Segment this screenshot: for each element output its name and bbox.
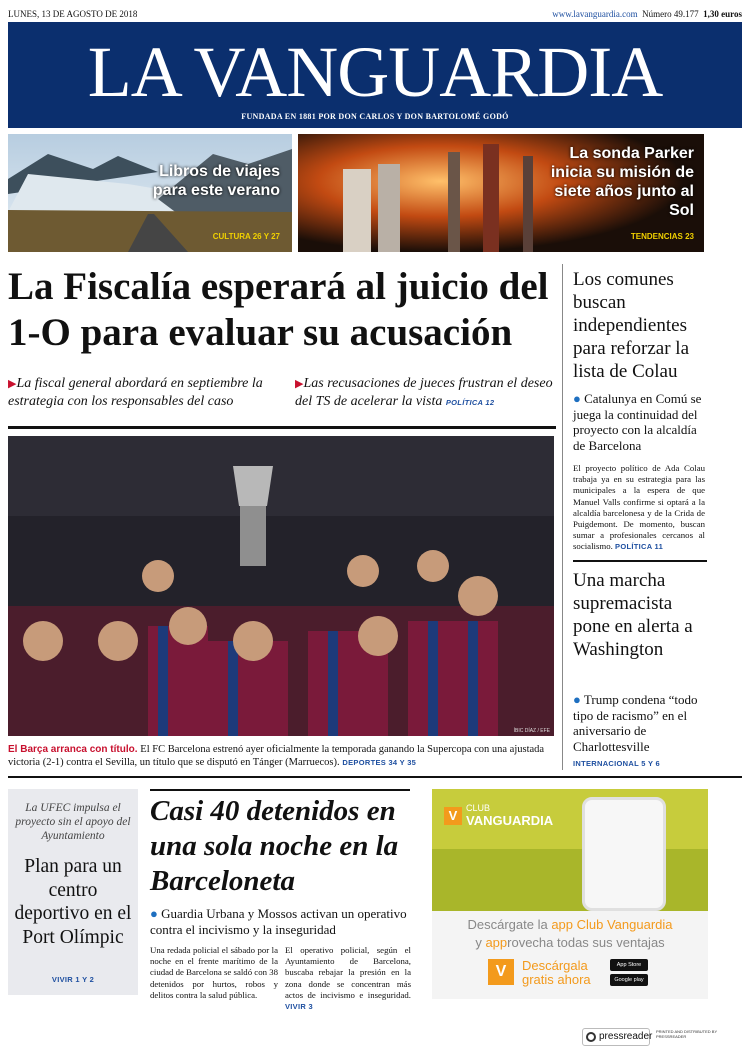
box-kicker: La UFEC impulsa el proyecto sin el apoyo del Ayuntamiento <box>15 802 131 842</box>
bullet-text: Guardia Urbana y Mossos activan un operativo contra el incivismo y la inseguridad <box>150 906 407 937</box>
logo: LA VANGUARDIA <box>87 32 663 112</box>
side1-body <box>573 463 705 553</box>
side2-headline[interactable]: Una marcha supremacista pone en alerta a Washington <box>573 570 693 660</box>
app-store-button[interactable]: App Store <box>610 959 648 971</box>
box-headline: Plan para un centro deportivo en el Port Olímpic <box>14 856 132 948</box>
bullet-icon: ● <box>573 692 581 707</box>
side1-bullet <box>573 391 709 453</box>
photo-caption <box>8 743 554 769</box>
section-label[interactable]: VIVIR 1 Y 2 <box>51 975 95 984</box>
google-play-button[interactable]: Google play <box>610 974 648 986</box>
ad-cta[interactable] <box>522 959 591 987</box>
top-bar <box>8 6 742 22</box>
ad-cta-line: Descárgala <box>522 958 588 973</box>
v-logo-icon: V <box>488 959 514 985</box>
divider <box>8 426 556 429</box>
teaser-section: TENDENCIAS 23 <box>630 232 694 241</box>
bottom-headline[interactable]: Casi 40 detenidos en una sola noche en la Barceloneta <box>150 795 399 897</box>
club-vanguardia-ad[interactable] <box>432 789 708 999</box>
deck-text: La fiscal general abordará en septiembre la estrategia con los responsables del caso <box>8 376 263 409</box>
divider <box>8 776 742 778</box>
main-photo[interactable] <box>8 436 554 736</box>
teaser-section: CULTURA 26 Y 27 <box>212 232 280 241</box>
teaser-travel-books[interactable] <box>8 134 292 252</box>
ad-text: Descárgate la <box>467 917 552 932</box>
ad-text: y <box>475 935 486 950</box>
ad-text: rovecha todas sus ventajas <box>507 935 665 950</box>
side1-headline[interactable]: Los comunes buscan independientes para reforzar la lista de Colau <box>573 269 690 382</box>
caption-text: El FC Barcelona estrenó ayer oficialmente la temporada ganando la Supercopa con una ajustada victoria (2-1) contra el Sevilla, un título que se disputó en Tánger (Marruecos). <box>8 744 545 768</box>
issue-number: Número 49.177 <box>642 9 699 19</box>
deck-text: Las recusaciones de jueces frustran el deseo del TS de acelerar la vista <box>295 376 553 409</box>
v-logo-icon: V <box>444 807 462 825</box>
arrow-icon: ▶ <box>8 378 17 390</box>
column-divider <box>562 264 563 770</box>
section-label[interactable]: POLÍTICA 11 <box>615 542 664 552</box>
ad-cta-line: gratis ahora <box>522 972 591 987</box>
bottom-col1: Una redada policial el sábado por la noche en el frente marítimo de la ciudad de Barcelona se saldó con 38 detenidos por hurtos, robos y delitos contra la salud pública. <box>150 945 278 1000</box>
ad-text: app <box>485 935 508 950</box>
pressreader-label: pressreader <box>599 1031 653 1042</box>
website-link[interactable]: www.lavanguardia.com <box>552 9 638 19</box>
bullet-text: Catalunya en Comú se juega la continuidad del proyecto con la alcaldía de Barcelona <box>573 391 702 453</box>
phone-icon <box>582 797 666 911</box>
bullet-icon: ● <box>150 906 158 921</box>
section-label[interactable]: POLÍTICA 12 <box>445 398 495 407</box>
caption-title: El Barça arranca con título. <box>8 744 138 755</box>
date: LUNES, 13 DE AGOSTO DE 2018 <box>8 9 138 19</box>
price: 1,30 euros <box>703 9 742 19</box>
lead-deck-2 <box>295 375 557 412</box>
pressreader-icon <box>586 1032 596 1042</box>
side2-bullet <box>573 692 709 754</box>
bottom-col2 <box>285 945 411 1012</box>
teaser-text: La sonda Parker inicia su misión de siete años junto al Sol <box>550 145 694 219</box>
section-label[interactable]: DEPORTES 34 Y 35 <box>342 758 417 767</box>
divider <box>150 789 410 791</box>
divider <box>573 560 707 562</box>
teaser-text: Libros de viajes para este verano <box>152 163 280 199</box>
founded-line: FUNDADA EN 1881 POR DON CARLOS Y DON BARTOLOMÉ GODÓ <box>241 112 509 121</box>
bullet-icon: ● <box>573 391 581 406</box>
teaser-parker-probe[interactable] <box>298 134 704 252</box>
arrow-icon: ▶ <box>295 378 304 390</box>
col-text: El operativo policial, según el Ayuntamiento de Barcelona, buscaba rebajar la presión en la zona donde se concentran más actos de incivismo e inseguridad. <box>285 945 411 1000</box>
bottom-bullet <box>150 906 412 937</box>
body-text: El proyecto político de Ada Colau trabaja ya en su estrategia para las municipales a la espera de que Manuel Valls confirme si optará a la alcaldía barcelonesa y de la Crida de Puigdemont. De momento, buscan sumar a profesionales cercanos al socialismo. <box>573 463 705 552</box>
ad-text: app Club Vanguardia <box>551 917 673 932</box>
sports-center-box[interactable] <box>8 789 138 995</box>
team-celebration-photo <box>8 436 554 736</box>
lead-headline[interactable]: La Fiscalía esperará al juicio del 1-O para evaluar su acusación <box>8 265 549 354</box>
photo-credit: ÍBIC DÍAZ / EFE <box>513 728 550 734</box>
ad-line2 <box>432 935 708 950</box>
ad-brand-top: CLUB <box>466 803 491 813</box>
ad-brand: VANGUARDIA <box>466 813 554 828</box>
section-label[interactable]: VIVIR 3 <box>285 1002 313 1012</box>
bullet-text: Trump condena “todo tipo de racismo” en el aniversario de Charlottesville <box>573 692 698 754</box>
pressreader-badge[interactable] <box>582 1028 653 1046</box>
masthead[interactable] <box>8 22 742 128</box>
fineprint: PRINTED AND DISTRIBUTED BY PRESSREADER <box>656 1029 718 1039</box>
section-label[interactable]: INTERNACIONAL 5 Y 6 <box>573 759 660 768</box>
lead-deck-1 <box>8 375 288 411</box>
ad-line1 <box>432 917 708 932</box>
